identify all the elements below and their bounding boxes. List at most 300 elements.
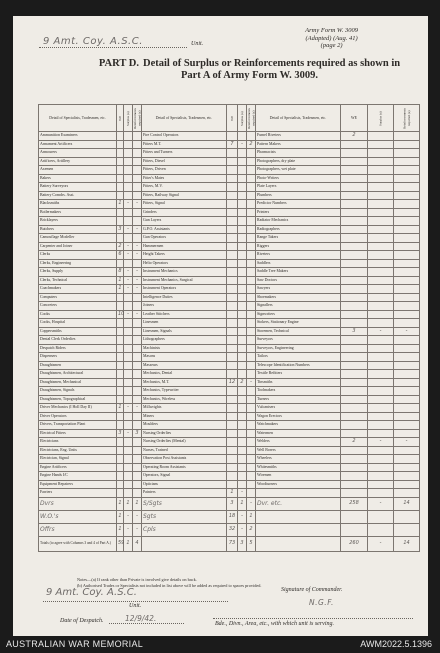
trade-name: Draughtsmen — [39, 361, 117, 370]
we-value — [341, 285, 368, 294]
reinforcement-value — [247, 353, 256, 362]
reinforcement-value — [394, 200, 420, 209]
reinforcement-value — [394, 446, 420, 455]
trade-name: Draughtsmen, Architectural — [39, 370, 117, 379]
we-value — [341, 268, 368, 277]
surplus-value — [124, 387, 133, 396]
reinforcement-value — [394, 268, 420, 277]
surplus-value: - — [368, 497, 394, 510]
we-value — [341, 387, 368, 396]
reinforcement-value — [394, 480, 420, 489]
we-value: 3 — [118, 225, 122, 232]
we-value — [227, 234, 238, 243]
we-value — [117, 395, 124, 404]
reinforcement-value: 2 — [247, 523, 256, 536]
we-value: 1 — [117, 523, 124, 536]
trade-name: Cooks, Hospital — [39, 319, 117, 328]
trade-name: Instrument Mechanics, Surgical — [142, 276, 227, 285]
we-value — [227, 327, 238, 336]
reinforcement-value — [133, 302, 142, 311]
surplus-value — [124, 395, 133, 404]
reinforcement-value — [133, 319, 142, 328]
totals-spacer — [142, 536, 227, 551]
surplus-value — [238, 327, 247, 336]
trade-name: Fumel Riveters — [256, 132, 341, 141]
trade-name: Fitters, Diesel — [142, 157, 227, 166]
table-row — [39, 472, 420, 481]
surplus-value — [368, 370, 394, 379]
trade-name: Millwrights — [142, 404, 227, 413]
we-value — [227, 310, 238, 319]
we-value — [341, 259, 368, 268]
we-value — [341, 378, 368, 387]
total-reinforcements: 5 — [247, 536, 256, 551]
trade-name: Blacksmiths — [39, 200, 117, 209]
surplus-value — [238, 149, 247, 158]
we-value: 32 — [227, 523, 238, 536]
we-value — [227, 412, 238, 421]
we-value — [227, 132, 238, 141]
trade-name: Boilermakers — [39, 208, 117, 217]
we-value — [341, 140, 368, 149]
reinforcement-value — [247, 174, 256, 183]
reinforcement-value — [133, 412, 142, 421]
surplus-value: - — [124, 429, 133, 438]
trade-name: Joiners — [142, 302, 227, 311]
reinforcement-value — [133, 463, 142, 472]
reinforcement-value — [133, 344, 142, 353]
surplus-value: - — [238, 523, 247, 536]
surplus-value — [238, 285, 247, 294]
surplus-value — [124, 412, 133, 421]
trade-name: Draughtsmen, Signals — [39, 387, 117, 396]
we-value — [341, 421, 368, 430]
form-reference — [305, 27, 358, 50]
we-value: 1 — [118, 276, 122, 283]
surplus-value — [124, 302, 133, 311]
trade-name: Pharmacists — [256, 149, 341, 158]
we-value — [117, 421, 124, 430]
footer-unit-underline — [43, 601, 228, 602]
we-value — [227, 166, 238, 175]
col-header-reinforcements: Reinforcements required (a) — [394, 105, 420, 132]
table-row — [39, 149, 420, 158]
we-value — [117, 217, 124, 226]
reinforcement-value — [247, 259, 256, 268]
we-value: 6 — [118, 251, 122, 257]
trade-name: Fitters and Turners — [142, 149, 227, 158]
table-row — [39, 480, 420, 489]
reinforcement-value: - — [247, 378, 256, 387]
reinforcement-value — [133, 140, 142, 149]
reinforcement-value: - — [133, 285, 142, 294]
trade-name: Cooks — [39, 310, 117, 319]
reinforcement-value — [247, 370, 256, 379]
reinforcement-value — [133, 259, 142, 268]
reinforcement-value — [247, 421, 256, 430]
surplus-value — [238, 353, 247, 362]
trade-name: Storemen, Technical — [256, 327, 341, 336]
surplus-value — [238, 225, 247, 234]
part-label: PART D. — [98, 58, 139, 69]
form-ref-line: Army Form W. 3009 — [305, 27, 358, 34]
trade-name: Nursing Orderlies (Mental) — [142, 438, 227, 447]
reinforcement-value — [394, 421, 420, 430]
reinforcement-value — [133, 149, 142, 158]
surplus-value — [238, 268, 247, 277]
surplus-value — [124, 438, 133, 447]
trade-name: Bricklayers — [39, 217, 117, 226]
we-value — [227, 149, 238, 158]
reinforcement-value — [394, 285, 420, 294]
surplus-value — [238, 387, 247, 396]
surplus-value — [238, 242, 247, 251]
reinforcement-value — [394, 183, 420, 192]
surplus-value — [124, 472, 133, 481]
table-row — [39, 285, 420, 294]
table-row — [39, 370, 420, 379]
trade-name: W.O.'s — [39, 510, 117, 523]
trade-name: Surveyors — [256, 336, 341, 345]
reinforcement-value — [133, 370, 142, 379]
trade-name: Engine Hands I/C — [39, 472, 117, 481]
trade-name: Turners — [256, 395, 341, 404]
surplus-value — [238, 336, 247, 345]
surplus-value — [368, 149, 394, 158]
reinforcement-value — [247, 455, 256, 464]
we-value — [227, 455, 238, 464]
reinforcement-value — [394, 310, 420, 319]
we-value — [117, 412, 124, 421]
reinforcement-value — [247, 463, 256, 472]
table-row — [39, 251, 420, 260]
trade-name: Welders — [256, 438, 341, 447]
reinforcement-value — [394, 463, 420, 472]
trade-name: Dispensers — [39, 353, 117, 362]
table-header — [39, 105, 420, 132]
we-value: 10 — [118, 310, 125, 317]
surplus-value — [368, 157, 394, 166]
trade-name: Fire Control Operators — [142, 132, 227, 141]
reinforcement-value — [394, 344, 420, 353]
trade-name: Fitters, Railway Signal — [142, 191, 227, 200]
form-ref-line: (Adapted) (Aug. 41) — [305, 34, 358, 42]
reinforcement-value — [133, 336, 142, 345]
note-a: Notes—(a) If rank other than Private is involved give details on back. — [77, 577, 197, 582]
surplus-value: - — [238, 489, 247, 498]
we-value — [227, 251, 238, 260]
reinforcement-value — [247, 200, 256, 209]
surplus-value: - — [124, 310, 133, 319]
table-row — [39, 463, 420, 472]
reinforcement-value — [133, 353, 142, 362]
reinforcement-value: - — [133, 268, 142, 277]
surplus-value — [368, 404, 394, 413]
surplus-value — [124, 191, 133, 200]
we-value — [227, 480, 238, 489]
trade-name: Electrical Fitters — [39, 429, 117, 438]
reinforcement-value — [133, 132, 142, 141]
bde-label: Bde., Divn., Area, etc., with which unit is serving. — [215, 621, 334, 627]
we-value — [341, 361, 368, 370]
trade-name: Draughtsmen, Topographical — [39, 395, 117, 404]
surplus-value — [368, 217, 394, 226]
reinforcement-value — [133, 446, 142, 455]
we-value — [227, 183, 238, 192]
surplus-value — [238, 361, 247, 370]
reinforcement-value — [247, 234, 256, 243]
reinforcement-value: - — [394, 438, 420, 447]
we-value — [227, 174, 238, 183]
reinforcement-value: 14 — [394, 497, 420, 510]
we-value — [117, 387, 124, 396]
table-row — [39, 200, 420, 209]
trade-name: Riggers — [256, 242, 341, 251]
reinforcement-value — [133, 480, 142, 489]
reinforcement-value — [247, 412, 256, 421]
trade-name: Watchmakers — [256, 421, 341, 430]
reinforcement-value: - — [133, 404, 142, 413]
we-value — [341, 523, 368, 536]
trade-name: Toolmakers — [256, 387, 341, 396]
surplus-value — [368, 480, 394, 489]
handwritten-row — [39, 523, 420, 536]
we-value — [341, 208, 368, 217]
reinforcement-value — [247, 361, 256, 370]
reinforcement-value — [247, 208, 256, 217]
trade-name: Fitters, Signal — [142, 200, 227, 209]
trade-name: Battery Surveyors — [39, 183, 117, 192]
we-value — [117, 480, 124, 489]
we-value — [341, 234, 368, 243]
we-value: 1 — [118, 200, 122, 206]
reinforcement-value — [394, 259, 420, 268]
we-value — [227, 268, 238, 277]
reinforcement-value — [247, 293, 256, 302]
we-value: 1 — [118, 285, 122, 291]
we-value — [341, 191, 368, 200]
reinforcement-value — [394, 191, 420, 200]
trade-name: Equipment Repairers — [39, 480, 117, 489]
reinforcement-value — [394, 217, 420, 226]
trade-name: Fitters, M.V. — [142, 183, 227, 192]
title-line-2: Part A of Army Form W. 3009. — [180, 70, 319, 81]
surplus-value — [124, 446, 133, 455]
trade-name: Wheelers — [256, 455, 341, 464]
table-row — [39, 140, 420, 149]
we-value — [341, 174, 368, 183]
trade-name: Farriers — [39, 489, 117, 498]
col-header-trade: Detail of Specialists, Tradesmen, etc. — [39, 105, 117, 132]
surplus-value — [124, 234, 133, 243]
reinforcement-value — [394, 523, 420, 536]
table-row — [39, 455, 420, 464]
trade-name: Height Takers — [142, 251, 227, 260]
reinforcement-value — [394, 319, 420, 328]
we-value — [117, 259, 124, 268]
reinforcement-value — [133, 455, 142, 464]
surplus-value — [238, 191, 247, 200]
surplus-value — [368, 140, 394, 149]
reinforcement-value — [247, 157, 256, 166]
reinforcement-value: 1 — [247, 510, 256, 523]
col-header-surplus: Surplus (a) — [238, 105, 247, 132]
table-row — [39, 361, 420, 370]
reinforcement-value: - — [133, 276, 142, 285]
we-value — [341, 489, 368, 498]
surplus-value — [238, 276, 247, 285]
trade-name: Mechanics, Dental — [142, 370, 227, 379]
reinforcement-value — [247, 404, 256, 413]
reinforcement-value — [247, 251, 256, 260]
trade-name: Instrument Operators — [142, 285, 227, 294]
reinforcement-value — [247, 480, 256, 489]
footer-unit-label: Unit. — [129, 603, 142, 609]
table-row — [39, 310, 420, 319]
trade-name: Wiremen — [256, 472, 341, 481]
reinforcement-value — [394, 276, 420, 285]
surplus-value — [368, 361, 394, 370]
col-header-we: WE — [341, 105, 368, 132]
date-underline — [109, 623, 184, 624]
table-row — [39, 225, 420, 234]
trade-name: Axemen — [39, 166, 117, 175]
totals-spacer — [256, 536, 341, 551]
we-value — [117, 438, 124, 447]
we-value — [341, 404, 368, 413]
trade-name: Operators, Signal — [142, 472, 227, 481]
trade-name: Nursing Orderlies — [142, 429, 227, 438]
surplus-value — [238, 293, 247, 302]
trade-name: Lithographers — [142, 336, 227, 345]
surplus-value — [238, 429, 247, 438]
surplus-value — [368, 276, 394, 285]
table-row — [39, 191, 420, 200]
trade-name: Engine Artificers — [39, 463, 117, 472]
reinforcement-value — [394, 472, 420, 481]
reinforcement-value — [247, 217, 256, 226]
trade-name: Mechanics, Typewriter — [142, 387, 227, 396]
reinforcement-value — [394, 412, 420, 421]
we-value — [227, 259, 238, 268]
reinforcement-value — [247, 446, 256, 455]
trade-name: Linesmen, Signals — [142, 327, 227, 336]
we-value — [341, 472, 368, 481]
reinforcement-value — [394, 208, 420, 217]
table-row — [39, 242, 420, 251]
table-row — [39, 438, 420, 447]
we-value — [117, 472, 124, 481]
trade-name: Gun Operators — [142, 234, 227, 243]
surplus-value — [238, 217, 247, 226]
we-value — [341, 370, 368, 379]
surplus-value — [368, 174, 394, 183]
reinforcement-value — [394, 251, 420, 260]
reinforcement-value — [394, 370, 420, 379]
reinforcement-value — [133, 361, 142, 370]
trades-table — [38, 104, 420, 552]
surplus-value — [238, 157, 247, 166]
reinforcement-value — [394, 336, 420, 345]
total-surplus: - — [368, 536, 394, 551]
we-value — [227, 370, 238, 379]
table-row — [39, 174, 420, 183]
unit-underline — [39, 47, 187, 48]
trade-name: Instrument Mechanics — [142, 268, 227, 277]
trade-name: Fitter's Mates — [142, 174, 227, 183]
trade-name: Miners — [142, 412, 227, 421]
surplus-value — [124, 174, 133, 183]
trade-name: Predictor Numbers — [256, 200, 341, 209]
surplus-value: - — [124, 200, 133, 209]
trade-name: Photographers, dry plate — [256, 157, 341, 166]
surplus-value — [238, 480, 247, 489]
trade-name: Machinists — [142, 344, 227, 353]
reinforcement-value — [247, 242, 256, 251]
trade-name: Concreters — [39, 302, 117, 311]
trade-name: Clerks — [39, 251, 117, 260]
surplus-value — [238, 404, 247, 413]
total-we: 260 — [341, 536, 368, 551]
reinforcement-value — [133, 234, 142, 243]
trade-name: Coachmakers — [39, 285, 117, 294]
note-b: (b) Authorised Trades or Specialists not included in list above will be added as required to spaces provided. — [77, 583, 262, 588]
trade-name: Coppersmiths — [39, 327, 117, 336]
trade-name: Painters — [142, 489, 227, 498]
trade-name: Watermen — [256, 429, 341, 438]
reinforcement-value — [247, 344, 256, 353]
trade-name: Sgts — [142, 510, 227, 523]
trade-name: Saddle Tree Makers — [256, 268, 341, 277]
surplus-value — [124, 140, 133, 149]
total-we: 73 — [227, 536, 238, 551]
surplus-value — [124, 166, 133, 175]
we-value — [117, 353, 124, 362]
surplus-value — [368, 183, 394, 192]
surplus-value — [238, 370, 247, 379]
surplus-value — [368, 395, 394, 404]
reinforcement-value: - — [133, 510, 142, 523]
reinforcement-value — [133, 489, 142, 498]
reinforcement-value — [247, 438, 256, 447]
reinforcement-value — [133, 191, 142, 200]
reinforcement-value — [247, 489, 256, 498]
we-value: 7 — [227, 140, 238, 149]
total-reinforcements: 4 — [133, 536, 142, 551]
surplus-value — [238, 259, 247, 268]
reinforcement-value — [247, 149, 256, 158]
surplus-value — [124, 327, 133, 336]
surplus-value — [368, 344, 394, 353]
surplus-value — [368, 191, 394, 200]
reinforcement-value — [247, 166, 256, 175]
surplus-value — [368, 412, 394, 421]
reinforcement-value — [247, 387, 256, 396]
surplus-value — [368, 523, 394, 536]
trade-name: Saddlers — [256, 259, 341, 268]
reinforcement-value — [394, 361, 420, 370]
we-value: 12 — [227, 378, 238, 387]
surplus-value — [238, 344, 247, 353]
reinforcement-value: - — [394, 327, 420, 336]
we-value — [341, 149, 368, 158]
title-line-1: Detail of Surplus or Reinforcements required as shown in — [143, 58, 401, 69]
table-row — [39, 208, 420, 217]
trade-name: Textile Refitters — [256, 370, 341, 379]
trade-name: Observation Post Assistants — [142, 455, 227, 464]
surplus-value — [124, 319, 133, 328]
surplus-value — [124, 217, 133, 226]
